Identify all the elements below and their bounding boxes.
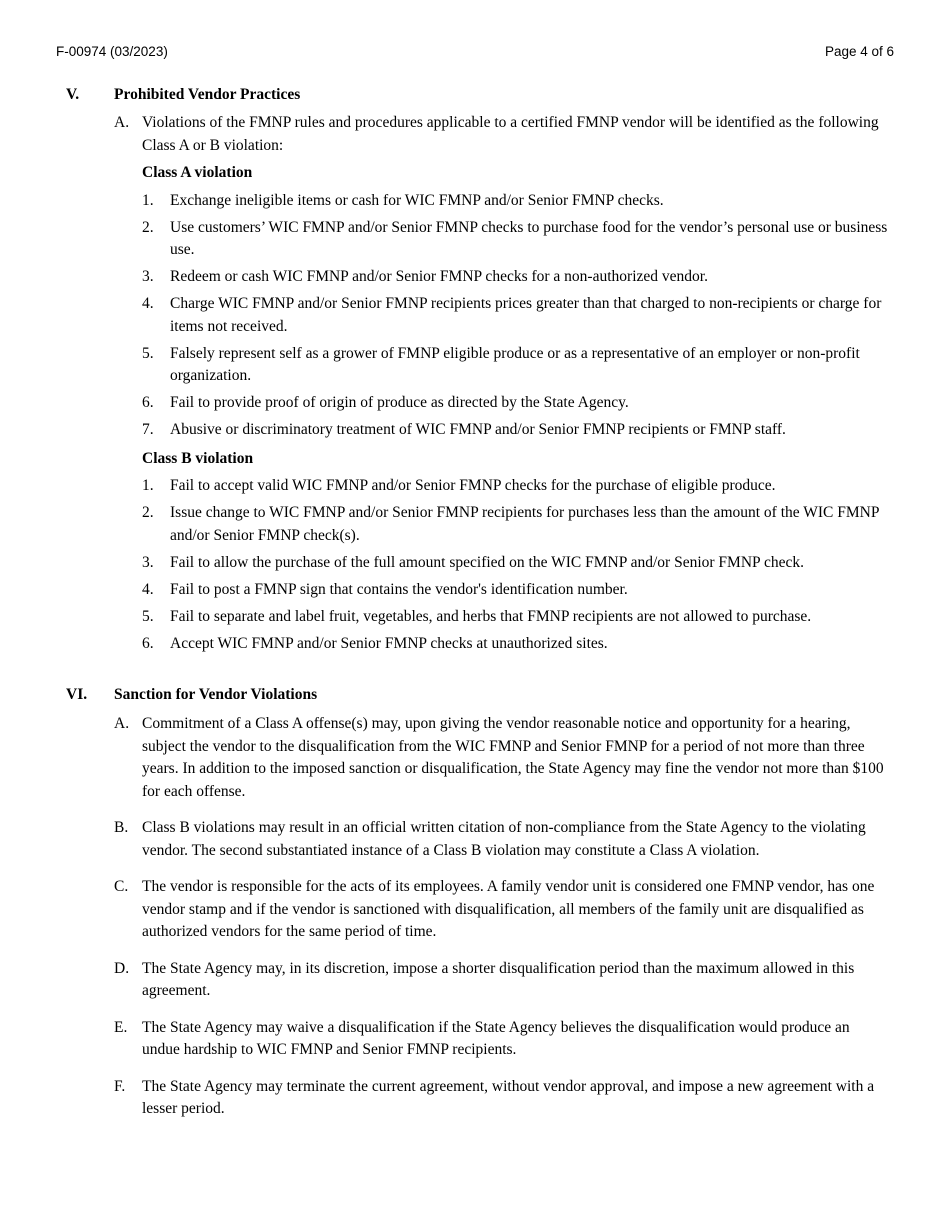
item-number: 4. xyxy=(142,295,154,312)
item-text: Falsely represent self as a grower of FMNP eligible produce or as a representative of an employer or non-profit organization. xyxy=(170,344,860,384)
page-number: Page 4 of 6 xyxy=(824,44,894,59)
item-text: Abusive or discriminatory treatment of WIC FMNP and/or Senior FMNP recipients or FMNP staff. xyxy=(170,421,786,438)
section-heading xyxy=(0,684,950,706)
item-text: Use customers’ WIC FMNP and/or Senior FMNP checks to purchase food for the vendor’s personal use or business use. xyxy=(170,218,888,258)
item-text: Charge WIC FMNP and/or Senior FMNP recipients prices greater than that charged to non-recipients or charge for items not received. xyxy=(170,295,882,335)
item-number: 2. xyxy=(142,218,154,236)
item-text: Fail to accept valid WIC FMNP and/or Senior FMNP checks for the purchase of eligible produce. xyxy=(170,477,776,494)
sanction-paragraph xyxy=(114,1017,888,1062)
list-item xyxy=(142,552,888,575)
paragraph-marker: E. xyxy=(114,1018,128,1036)
sanction-paragraph xyxy=(114,958,888,1003)
list-item xyxy=(142,475,888,498)
item-number: 7. xyxy=(142,421,154,438)
item-text: Fail to post a FMNP sign that contains the vendor's identification number. xyxy=(170,580,628,598)
list-item xyxy=(142,579,888,602)
list-item xyxy=(142,343,888,388)
form-id: F-00974 (03/2023) xyxy=(56,44,168,59)
item-text: Accept WIC FMNP and/or Senior FMNP checks at unauthorized sites. xyxy=(170,634,608,652)
item-number: 3. xyxy=(142,553,154,571)
item-number: 4. xyxy=(142,580,154,598)
item-text: Fail to provide proof of origin of produce as directed by the State Agency. xyxy=(170,394,629,411)
section-number: V. xyxy=(66,86,80,103)
list-item xyxy=(142,266,888,289)
paragraph-text: Violations of the FMNP rules and procedures applicable to a certified FMNP vendor will be identified as the following Class A or B violation: xyxy=(142,114,879,154)
paragraph-text: Class B violations may result in an official written citation of non-compliance from the State Agency to the violating vendor. The second substantiated instance of a Class B violation may constitute a Class A violation. xyxy=(142,819,866,859)
item-text: Issue change to WIC FMNP and/or Senior FMNP recipients for purchases less than the amount of the WIC FMNP and/or Senior FMNP check(s). xyxy=(170,504,879,544)
paragraph-a xyxy=(114,112,888,157)
item-number: 5. xyxy=(142,607,154,625)
section-title: Sanction for Vendor Violations xyxy=(114,686,318,703)
paragraph-text: The vendor is responsible for the acts of its employees. A family vendor unit is considered one FMNP vendor, has one vendor stamp and if the vendor is sanctioned with disqualification, all members of the family unit are disqualified as authorized vendors for the same period of time. xyxy=(142,878,875,940)
section-heading xyxy=(0,84,950,106)
section-title: Prohibited Vendor Practices xyxy=(114,86,301,103)
section-prohibited-vendor-practices xyxy=(0,84,950,660)
paragraph-marker: F. xyxy=(114,1077,126,1095)
item-text: Fail to allow the purchase of the full amount specified on the WIC FMNP and/or Senior FMNP check. xyxy=(170,553,804,571)
section-number: VI. xyxy=(66,686,88,703)
list-item xyxy=(142,502,888,547)
sanction-paragraph xyxy=(114,1076,888,1121)
item-number: 2. xyxy=(142,504,154,521)
item-number: 1. xyxy=(142,477,154,494)
paragraph-marker: C. xyxy=(114,878,129,895)
paragraph-marker: B. xyxy=(114,819,129,836)
paragraph-text: Commitment of a Class A offense(s) may, upon giving the vendor reasonable notice and opportunity for a hearing, subject the vendor to the disqualification from the WIC FMNP and Senior FMNP for a period of not more than three years. In addition to the imposed sanction or disqualification, the State Agency may fine the vendor not more than $100 for each offense. xyxy=(142,715,884,800)
paragraph-marker: A. xyxy=(114,715,130,732)
item-number: 3. xyxy=(142,268,154,285)
list-item xyxy=(142,633,888,656)
paragraph-text: The State Agency may terminate the current agreement, without vendor approval, and impose a new agreement with a lesser period. xyxy=(142,1077,875,1117)
item-number: 5. xyxy=(142,344,154,362)
item-text: Exchange ineligible items or cash for WIC FMNP and/or Senior FMNP checks. xyxy=(170,191,664,209)
section-sanction-for-vendor-violations xyxy=(0,684,950,1121)
item-text: Redeem or cash WIC FMNP and/or Senior FMNP checks for a non-authorized vendor. xyxy=(170,268,708,285)
paragraph-marker: A. xyxy=(114,114,130,131)
item-text: Fail to separate and label fruit, vegetables, and herbs that FMNP recipients are not allowed to purchase. xyxy=(170,607,812,625)
sanction-paragraph xyxy=(114,876,888,944)
item-number: 6. xyxy=(142,634,154,652)
list-item xyxy=(142,190,888,213)
paragraph-text: The State Agency may waive a disqualification if the State Agency believes the disqualification would produce an undue hardship to WIC FMNP and Senior FMNP recipients. xyxy=(142,1018,850,1058)
item-number: 1. xyxy=(142,191,154,209)
class-a-heading: Class A violation xyxy=(142,164,253,181)
list-item xyxy=(142,217,888,262)
list-item xyxy=(142,606,888,629)
list-item xyxy=(142,419,888,442)
class-a-list xyxy=(142,190,888,442)
class-b-heading: Class B violation xyxy=(142,449,254,467)
paragraph-text: The State Agency may, in its discretion, impose a shorter disqualification period than the maximum allowed in this agreement. xyxy=(142,959,855,999)
sanction-paragraph xyxy=(114,713,888,803)
list-item xyxy=(142,392,888,415)
item-number: 6. xyxy=(142,394,154,411)
class-b-list xyxy=(142,475,888,655)
sanction-paragraph xyxy=(114,817,888,862)
list-item xyxy=(142,293,888,338)
paragraph-marker: D. xyxy=(114,959,130,977)
